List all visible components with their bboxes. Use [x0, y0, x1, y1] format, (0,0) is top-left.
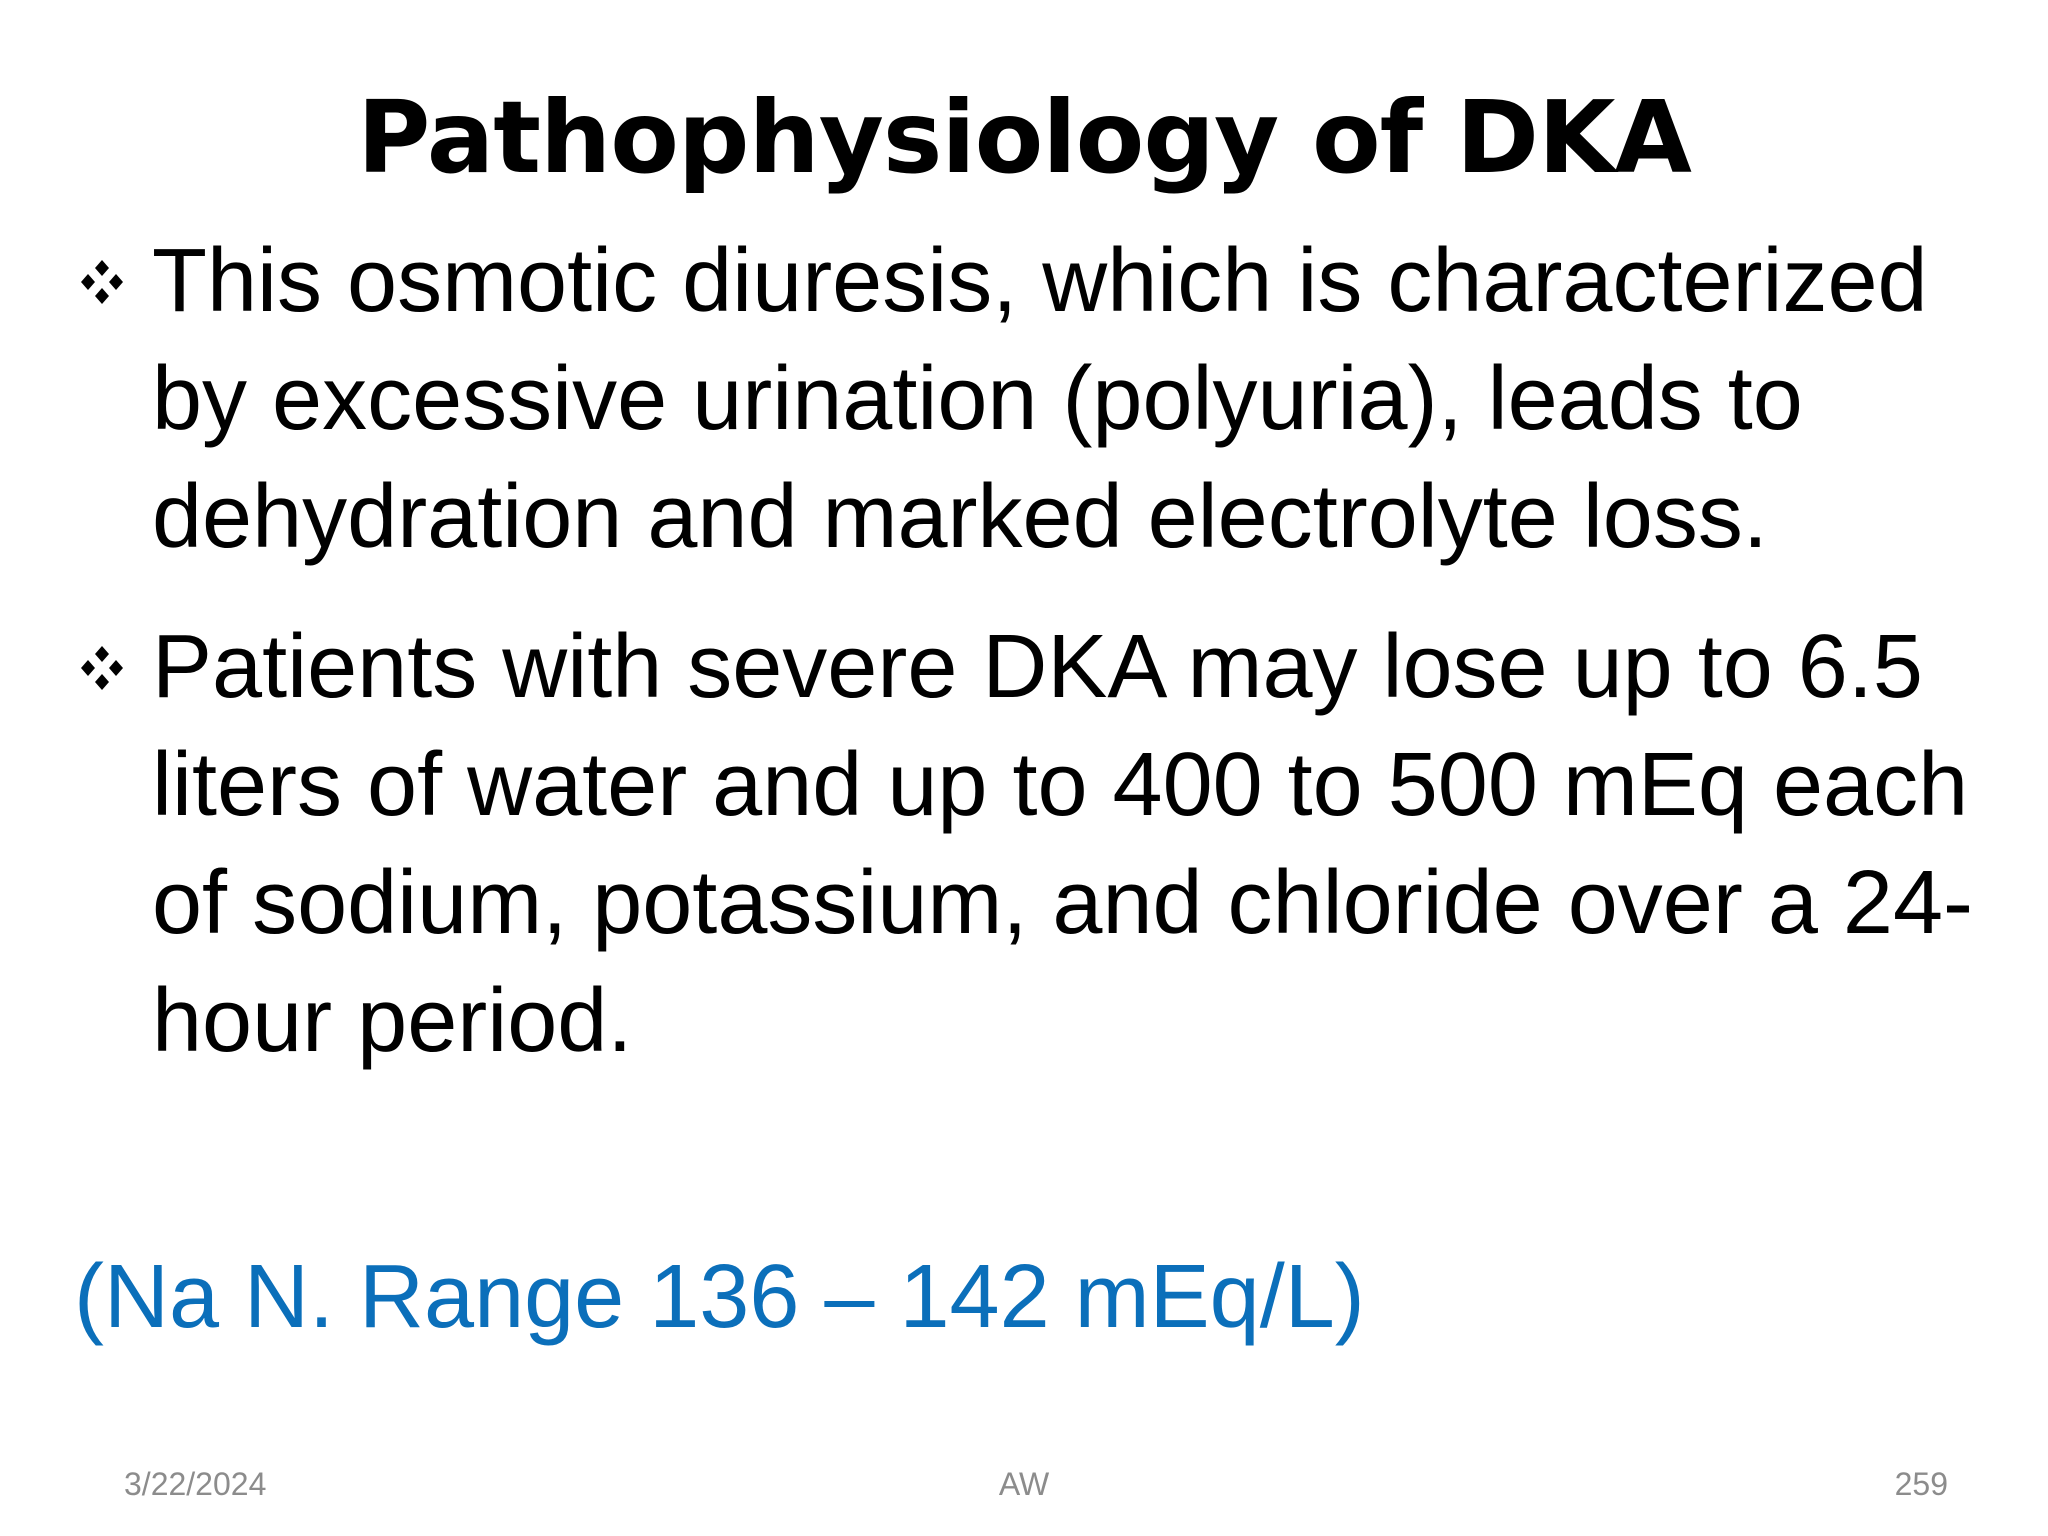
footer-page-number: 259 — [1894, 1466, 1948, 1502]
footer-author: AW — [998, 1466, 1050, 1502]
four-diamond-bullet-icon — [80, 638, 152, 698]
sodium-range-note: (Na N. Range 136 – 142 mEq/L) — [74, 1247, 1365, 1347]
bullet-item — [78, 222, 1998, 576]
bullet-text: This osmotic diuresis, which is characterized by excessive urination (polyuria), leads to dehydration and marked electrolyte loss. — [152, 231, 1928, 567]
four-diamond-bullet-icon — [80, 252, 152, 312]
slide-title: Pathophysiology of DKA — [357, 79, 1691, 196]
footer-date: 3/22/2024 — [124, 1466, 267, 1502]
bullet-item — [78, 608, 1998, 1080]
bullet-list — [78, 222, 1998, 1080]
bullet-text: Patients with severe DKA may lose up to 6.5 liters of water and up to 400 to 500 mEq each of sodium, potassium, and chloride over a 24-hour period. — [152, 617, 1973, 1071]
